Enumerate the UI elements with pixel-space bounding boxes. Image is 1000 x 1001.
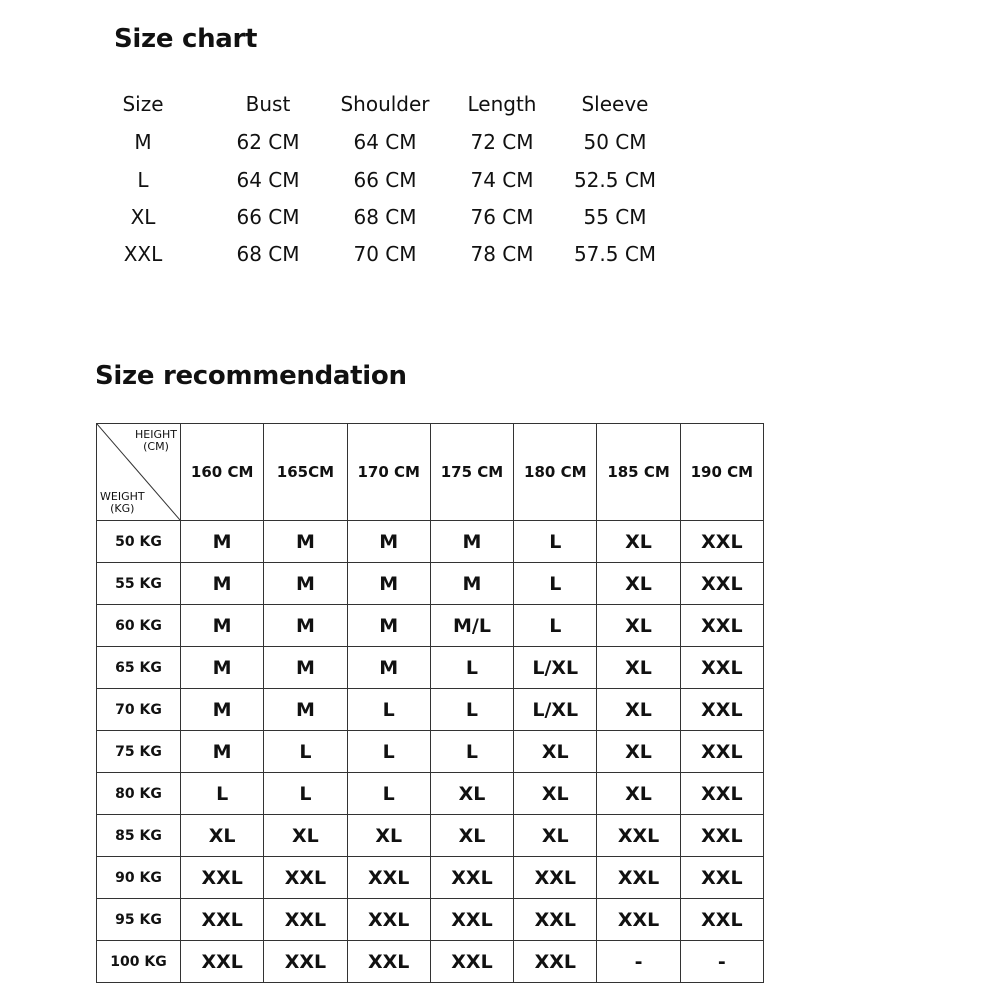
size-cell: XL: [347, 815, 430, 857]
weight-cell: 60 KG: [97, 605, 181, 647]
size-cell: XXL: [597, 815, 680, 857]
table-row: [97, 521, 764, 563]
size-cell: XXL: [264, 857, 347, 899]
size-cell: M/L: [430, 605, 513, 647]
size-cell: XL: [181, 815, 264, 857]
height-header-cell: 160 CM: [181, 424, 264, 521]
size-cell: M: [347, 521, 430, 563]
size-cell: XL: [597, 563, 680, 605]
size-cell: L/XL: [514, 689, 597, 731]
size-cell: M: [264, 521, 347, 563]
size-cell: L: [430, 647, 513, 689]
size-chart-value-cell: 64 CM: [236, 168, 300, 192]
size-cell: XL: [597, 773, 680, 815]
size-cell: XXL: [181, 941, 264, 983]
size-cell: XXL: [680, 521, 763, 563]
size-cell: L: [430, 731, 513, 773]
table-row: [97, 689, 764, 731]
weight-cell: 55 KG: [97, 563, 181, 605]
size-cell: M: [264, 605, 347, 647]
weight-cell: 85 KG: [97, 815, 181, 857]
size-cell: XXL: [680, 731, 763, 773]
size-cell: XL: [430, 815, 513, 857]
size-cell: XXL: [680, 899, 763, 941]
size-cell: XL: [430, 773, 513, 815]
size-cell: XXL: [430, 941, 513, 983]
size-chart-value-cell: 72 CM: [470, 130, 534, 154]
size-cell: M: [347, 563, 430, 605]
height-header-cell: 190 CM: [680, 424, 763, 521]
size-chart-value-cell: 74 CM: [470, 168, 534, 192]
table-corner-cell: [97, 424, 181, 521]
table-row: [97, 815, 764, 857]
size-cell: M: [347, 605, 430, 647]
size-chart-value-cell: 76 CM: [470, 205, 534, 229]
size-cell: M: [264, 563, 347, 605]
size-cell: L: [430, 689, 513, 731]
weight-cell: 65 KG: [97, 647, 181, 689]
table-row: [97, 857, 764, 899]
table-row: [97, 941, 764, 983]
size-cell: M: [264, 689, 347, 731]
size-chart-size-cell: M: [134, 130, 152, 154]
size-chart-header: Bust: [245, 92, 291, 116]
size-cell: XL: [514, 815, 597, 857]
size-cell: L: [181, 773, 264, 815]
size-cell: L: [514, 521, 597, 563]
size-cell: XXL: [680, 815, 763, 857]
weight-cell: 80 KG: [97, 773, 181, 815]
size-cell: XXL: [680, 563, 763, 605]
height-header-cell: 165CM: [264, 424, 347, 521]
size-chart-title: Size chart: [114, 24, 258, 54]
size-cell: XXL: [347, 857, 430, 899]
size-cell: XXL: [264, 899, 347, 941]
size-cell: M: [430, 563, 513, 605]
size-chart-value-cell: 66 CM: [353, 168, 417, 192]
size-cell: XL: [514, 731, 597, 773]
weight-cell: 100 KG: [97, 941, 181, 983]
weight-axis-label: WEIGHT (KG): [100, 490, 145, 515]
size-cell: XXL: [597, 899, 680, 941]
size-cell: M: [181, 605, 264, 647]
size-chart-value-cell: 52.5 CM: [573, 168, 657, 192]
size-cell: XXL: [680, 689, 763, 731]
size-cell: -: [597, 941, 680, 983]
size-recommendation-title: Size recommendation: [95, 361, 407, 391]
size-cell: M: [181, 521, 264, 563]
size-chart-value-cell: 68 CM: [353, 205, 417, 229]
size-chart-value-cell: 64 CM: [353, 130, 417, 154]
size-cell: L: [514, 563, 597, 605]
size-chart-value-cell: 62 CM: [236, 130, 300, 154]
size-cell: L: [347, 689, 430, 731]
size-chart-header: Sleeve: [581, 92, 649, 116]
size-cell: M: [347, 647, 430, 689]
size-cell: XXL: [680, 773, 763, 815]
size-chart-value-cell: 66 CM: [236, 205, 300, 229]
size-cell: M: [181, 647, 264, 689]
size-cell: XXL: [181, 899, 264, 941]
weight-cell: 70 KG: [97, 689, 181, 731]
size-cell: XL: [597, 521, 680, 563]
size-cell: XXL: [514, 857, 597, 899]
weight-cell: 50 KG: [97, 521, 181, 563]
size-cell: XXL: [347, 941, 430, 983]
size-cell: M: [264, 647, 347, 689]
size-chart-size-cell: L: [137, 168, 149, 192]
size-chart-header: Size: [122, 92, 164, 116]
table-row: [97, 605, 764, 647]
size-cell: XXL: [181, 857, 264, 899]
size-cell: L: [264, 731, 347, 773]
size-chart-size-cell: XL: [130, 205, 156, 229]
size-cell: XXL: [430, 899, 513, 941]
table-row: [97, 647, 764, 689]
table-row: [97, 899, 764, 941]
weight-cell: 95 KG: [97, 899, 181, 941]
size-cell: M: [181, 731, 264, 773]
size-cell: XL: [597, 605, 680, 647]
size-cell: XXL: [680, 857, 763, 899]
size-chart-value-cell: 78 CM: [470, 242, 534, 266]
weight-cell: 75 KG: [97, 731, 181, 773]
size-cell: XXL: [430, 857, 513, 899]
table-header-row: [97, 424, 764, 521]
size-chart-value-cell: 55 CM: [583, 205, 647, 229]
size-cell: M: [430, 521, 513, 563]
height-axis-label: HEIGHT (CM): [135, 428, 177, 453]
size-cell: XXL: [514, 899, 597, 941]
size-cell: L: [514, 605, 597, 647]
size-cell: XL: [514, 773, 597, 815]
size-cell: XXL: [264, 941, 347, 983]
height-header-cell: 185 CM: [597, 424, 680, 521]
size-chart-value-cell: 70 CM: [353, 242, 417, 266]
size-cell: XL: [597, 689, 680, 731]
size-cell: XL: [597, 731, 680, 773]
size-cell: L: [347, 731, 430, 773]
size-cell: L/XL: [514, 647, 597, 689]
weight-cell: 90 KG: [97, 857, 181, 899]
size-chart-value-cell: 57.5 CM: [573, 242, 657, 266]
size-cell: XXL: [597, 857, 680, 899]
size-cell: XXL: [514, 941, 597, 983]
table-row: [97, 731, 764, 773]
height-header-cell: 175 CM: [430, 424, 513, 521]
size-cell: XXL: [680, 605, 763, 647]
size-chart-value-cell: 68 CM: [236, 242, 300, 266]
size-cell: XL: [264, 815, 347, 857]
size-chart-size-cell: XXL: [123, 242, 163, 266]
size-cell: L: [264, 773, 347, 815]
size-chart-header: Length: [467, 92, 537, 116]
size-cell: M: [181, 563, 264, 605]
table-row: [97, 773, 764, 815]
size-cell: XXL: [680, 647, 763, 689]
size-chart-header: Shoulder: [340, 92, 430, 116]
size-chart-value-cell: 50 CM: [583, 130, 647, 154]
size-cell: XXL: [347, 899, 430, 941]
size-cell: XL: [597, 647, 680, 689]
height-header-cell: 170 CM: [347, 424, 430, 521]
size-cell: M: [181, 689, 264, 731]
table-row: [97, 563, 764, 605]
size-cell: L: [347, 773, 430, 815]
size-recommendation-table: [96, 423, 764, 983]
height-header-cell: 180 CM: [514, 424, 597, 521]
size-cell: -: [680, 941, 763, 983]
